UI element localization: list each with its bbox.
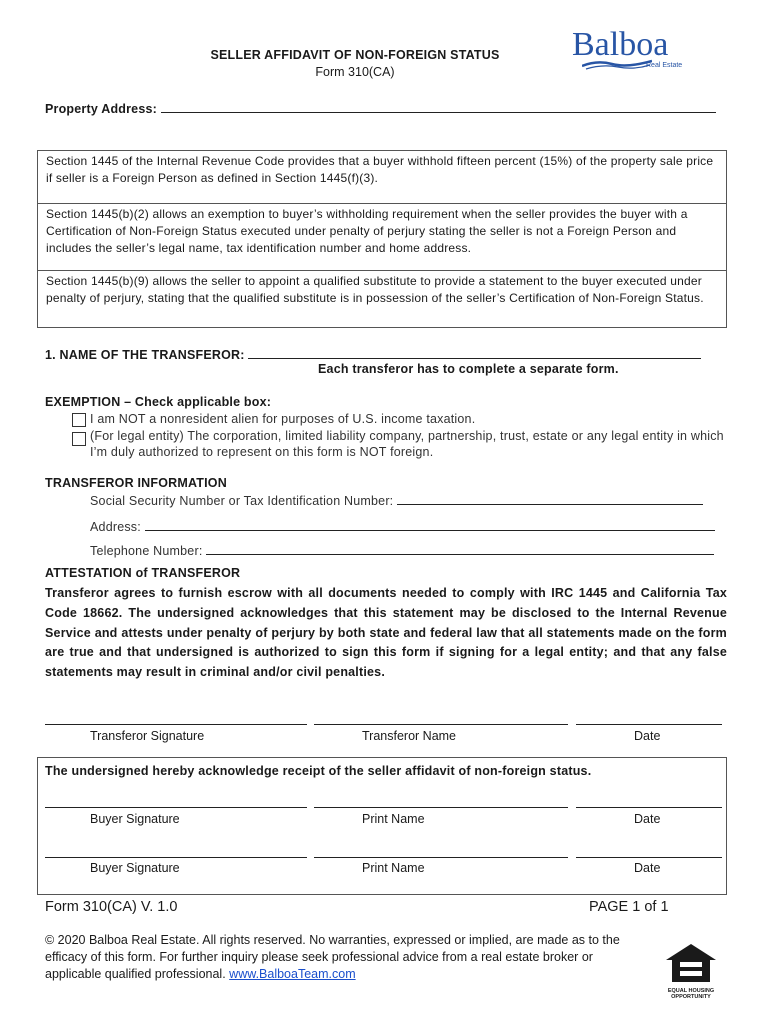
buyer-print-name-line[interactable] xyxy=(314,807,568,808)
separate-form-note: Each transferor has to complete a separate form. xyxy=(318,362,619,376)
address-field[interactable] xyxy=(145,518,715,531)
ssn-row xyxy=(90,492,703,508)
buyer2-date-label: Date xyxy=(634,861,661,875)
phone-row xyxy=(90,542,714,558)
copyright-notice xyxy=(45,932,635,983)
form-title: SELLER AFFIDAVIT OF NON-FOREIGN STATUS xyxy=(210,48,500,62)
buyer2-date-line[interactable] xyxy=(576,857,722,858)
buyer2-print-name-label: Print Name xyxy=(362,861,425,875)
phone-field[interactable] xyxy=(206,542,714,555)
transferor-signature-label: Transferor Signature xyxy=(90,729,205,743)
buyer-print-name-label: Print Name xyxy=(362,812,425,826)
address-label: Address: xyxy=(90,520,141,534)
address-row xyxy=(90,518,715,534)
transferor-date-label: Date xyxy=(634,729,661,743)
logo-subtitle: Real Estate xyxy=(646,62,683,69)
form-code: Form 310(CA) xyxy=(315,65,395,79)
buyer-date-line[interactable] xyxy=(576,807,722,808)
checkbox-icon[interactable] xyxy=(72,413,86,427)
transferor-name-label: 1. NAME OF THE TRANSFEROR: xyxy=(45,348,245,362)
balboa-logo xyxy=(570,28,695,76)
attestation-heading: ATTESTATION of TRANSFEROR xyxy=(45,566,241,580)
property-address-label: Property Address: xyxy=(45,102,157,116)
attestation-text: Transferor agrees to furnish escrow with all documents needed to comply with IRC 1445 and California Tax Code 18662. The undersigned acknowledges that this statement may be disclosed to the Internal Revenue Service and attests under penalty of perjury by both state and federal law that all statements made on the form are true and that undersigned is authorized to sign this form if signing for a legal entity; and that any false statements may result in criminal and/or civil penalties. xyxy=(45,586,727,680)
copyright-text: © 2020 Balboa Real Estate. All rights reserved. No warranties, expressed or implied, are made as to the efficacy of this form. For further inquiry please seek professional advice from a real estate broker or applicable qualified professional. xyxy=(45,933,620,981)
transferor-signature-line[interactable] xyxy=(45,724,307,725)
transferor-info-heading: TRANSFEROR INFORMATION xyxy=(45,476,227,490)
equal-housing-logo xyxy=(662,943,720,1000)
eho-line-1: EQUAL HOUSING xyxy=(667,988,715,994)
section-1445-box: Section 1445 of the Internal Revenue Code provides that a buyer withhold fifteen percent (15%) of the property sale price if seller is a Foreign Person as defined in Section 1445(f)(3). xyxy=(37,150,727,204)
buyer-signature-line[interactable] xyxy=(45,807,307,808)
section-1445b9-box: Section 1445(b)(9) allows the seller to appoint a qualified substitute to provide a statement to the buyer executed under penalty of perjury, stating that the qualified substitute is in possession of the seller’s Certification of Non-Foreign Status. xyxy=(37,270,727,328)
website-link[interactable]: www.BalboaTeam.com xyxy=(229,967,356,981)
eho-line-2: OPPORTUNITY xyxy=(671,994,711,1000)
buyer-date-label: Date xyxy=(634,812,661,826)
exemption-heading: EXEMPTION – Check applicable box: xyxy=(45,395,272,409)
buyer2-signature-label: Buyer Signature xyxy=(90,861,180,875)
transferor-name-line[interactable] xyxy=(314,724,568,725)
buyer-signature-label: Buyer Signature xyxy=(90,812,180,826)
ssn-label: Social Security Number or Tax Identification Number: xyxy=(90,494,394,508)
equal-housing-icon xyxy=(665,943,717,983)
transferor-name-row xyxy=(45,346,701,362)
acknowledgment-text: The undersigned hereby acknowledge receipt of the seller affidavit of non-foreign status. xyxy=(45,764,592,778)
exemption-option-1: I am NOT a nonresident alien for purposes of U.S. income taxation. xyxy=(90,412,476,426)
checkbox-icon[interactable] xyxy=(72,432,86,446)
form-version: Form 310(CA) V. 1.0 xyxy=(45,899,178,915)
property-address-field[interactable] xyxy=(161,100,716,113)
section-1445b2-box: Section 1445(b)(2) allows an exemption to buyer’s withholding requirement when the seller provides the buyer with a Certification of Non-Foreign Status executed under penalty of perjury stating the seller is not a Foreign Person and includes the seller’s legal name, tax identification number and home address. xyxy=(37,203,727,271)
transferor-date-line[interactable] xyxy=(576,724,722,725)
exemption-checkbox-1[interactable] xyxy=(72,411,86,429)
page-number: PAGE 1 of 1 xyxy=(589,899,669,915)
property-address-row xyxy=(45,100,716,116)
transferor-name-sig-label: Transferor Name xyxy=(362,729,457,743)
ssn-field[interactable] xyxy=(397,492,703,505)
buyer2-print-name-line[interactable] xyxy=(314,857,568,858)
logo-wordmark: Balboa xyxy=(572,26,669,63)
transferor-name-field[interactable] xyxy=(248,346,701,359)
wave-icon xyxy=(582,58,652,70)
phone-label: Telephone Number: xyxy=(90,544,203,558)
exemption-option-2: (For legal entity) The corporation, limited liability company, partnership, trust, estate or any legal entity in which I’m duly authorized to represent on this form is NOT foreign. xyxy=(90,429,724,459)
exemption-checkbox-2[interactable] xyxy=(72,430,86,448)
buyer2-signature-line[interactable] xyxy=(45,857,307,858)
